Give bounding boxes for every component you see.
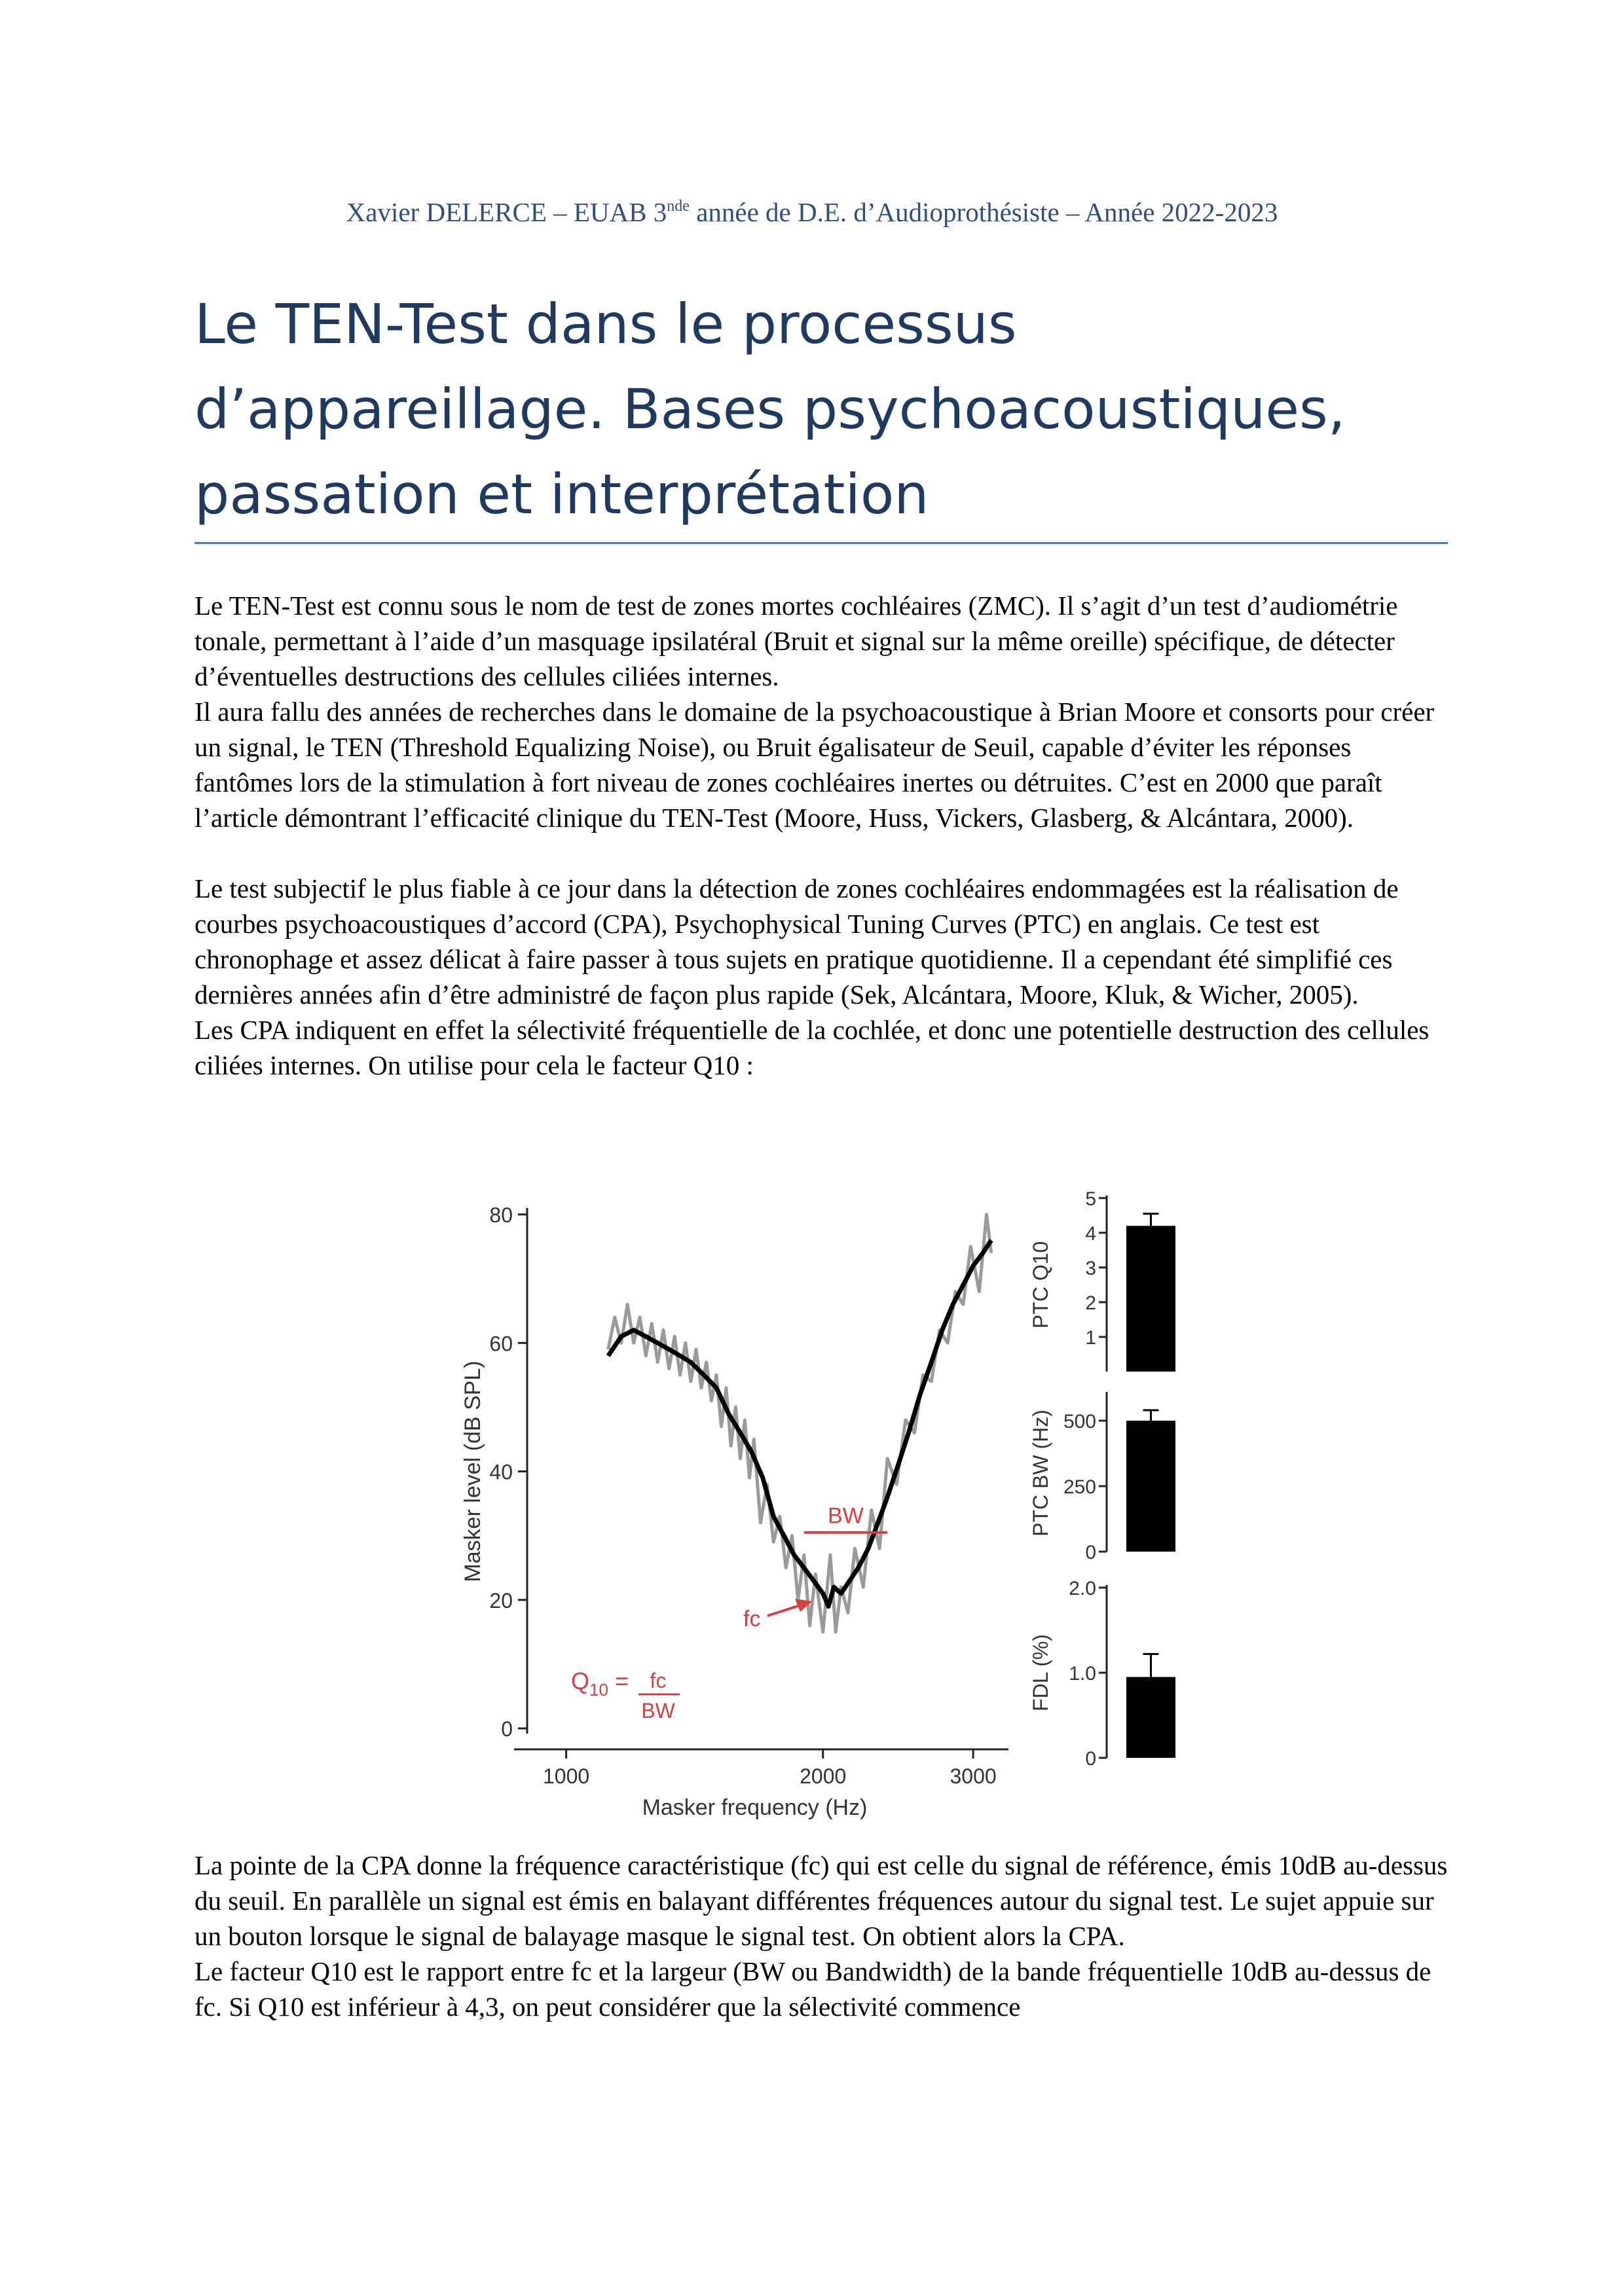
title-line-1: Le TEN-Test dans le processus <box>194 292 1017 356</box>
mean-tuning-curve <box>608 1240 991 1606</box>
title-line-2: d’appareillage. Bases psychoacoustiques, <box>194 377 1346 441</box>
bar-y-tick-label: 250 <box>1063 1476 1096 1498</box>
y-axis-title: Masker level (dB SPL) <box>460 1360 485 1582</box>
bar-y-tick-label: 4 <box>1085 1223 1096 1245</box>
paragraph-q10-intro: Les CPA indiquent en effet la sélectivité fréquentielle de la cochlée, et donc une potentielle destruction des cellules ciliées internes. On utilise pour cela le facteur Q10 : <box>194 1015 1430 1080</box>
x-axis-title: Masker frequency (Hz) <box>642 1795 868 1820</box>
paragraph-q10-definition: Le facteur Q10 est le rapport entre fc et la largeur (BW ou Bandwidth) de la bande fréquentielle 10dB au-dessus de fc. Si Q10 est inférieur à 4,3, on peut considérer que la sélectivité commence <box>194 1956 1431 2022</box>
bar <box>1126 1421 1175 1552</box>
bar-y-tick-label: 1.0 <box>1069 1663 1096 1685</box>
bandwidth-label: BW <box>828 1503 864 1529</box>
q10-formula-label <box>571 1667 629 1700</box>
bar-y-tick-label: 2.0 <box>1069 1578 1096 1599</box>
fc-arrow-shaft <box>767 1605 800 1616</box>
y-tick-label: 20 <box>489 1588 513 1613</box>
x-tick-label: 3000 <box>950 1764 997 1788</box>
bar-y-tick-label: 5 <box>1085 1188 1096 1210</box>
ptc-bar-charts <box>1029 1188 1175 1770</box>
paragraph-intro: Le TEN-Test est connu sous le nom de test de zones mortes cochléaires (ZMC). Il s’agit d’un test d’audiométrie tonale, permettant à l’aide d’un masquage ipsilatéral (Bruit et signal sur la même oreille) spécifique, de détecter d’éventuelles destructions des cellules ciliées internes. <box>194 591 1398 691</box>
bar-y-tick-label: 2 <box>1085 1292 1096 1314</box>
bar-y-tick-label: 0 <box>1085 1542 1096 1563</box>
bar-y-tick-label: 1 <box>1085 1327 1096 1349</box>
header-author: Xavier DELERCE – EUAB 3 <box>346 197 667 227</box>
body-text-bottom <box>194 1848 1452 2024</box>
bar-y-axis-title: FDL (%) <box>1029 1634 1052 1711</box>
q10-q: Q <box>571 1667 590 1694</box>
paragraph-cpa: Le test subjectif le plus fiable à ce jour dans la détection de zones cochléaires endommagées est la réalisation de courbes psychoacoustiques d’accord (CPA), Psychophysical Tuning Curves (PTC) en anglais. Ce test est chronophage et assez délicat à faire passer à tous sujets en pratique quotidienne. Il a cependant été simplifié ces dernières années afin d’être administré de façon plus rapide (Sek, Alcántara, Moore, Kluk, & Wicher, 2005). <box>194 873 1399 1010</box>
header-superscript: nde <box>667 198 690 215</box>
bar-y-tick-label: 500 <box>1063 1411 1096 1432</box>
y-tick-label: 80 <box>489 1203 513 1227</box>
paragraph-history: Il aura fallu des années de recherches dans le domaine de la psychoacoustique à Brian Moore et consorts pour créer un signal, le TEN (Threshold Equalizing Noise), ou Bruit égalisateur de Seuil, capable d’éviter les réponses fantômes lors de la stimulation à fort niveau de zones cochléaires inertes ou détruites. C’est en 2000 que paraît l’article démontrant l’efficacité clinique du TEN-Test (Moore, Huss, Vickers, Glasberg, & Alcántara, 2000). <box>194 697 1435 833</box>
bar-y-axis-title: PTC BW (Hz) <box>1029 1410 1052 1537</box>
title-line-3: passation et interprétation <box>194 462 929 526</box>
fc-label: fc <box>743 1607 761 1631</box>
q10-subscript: 10 <box>589 1680 608 1700</box>
header-course: année de D.E. d’Audioprothésiste – Année 2022-2023 <box>689 197 1278 227</box>
fraction-denominator: BW <box>641 1699 675 1722</box>
x-tick-label: 1000 <box>543 1764 590 1788</box>
y-tick-label: 40 <box>489 1460 513 1484</box>
y-tick-label: 60 <box>489 1332 513 1356</box>
q10-equals: = <box>608 1667 629 1694</box>
bar-y-axis-title: PTC Q10 <box>1029 1241 1052 1329</box>
bar <box>1126 1226 1175 1372</box>
fraction-numerator: fc <box>650 1669 667 1692</box>
raw-tuning-curve <box>608 1214 991 1632</box>
bar-y-tick-label: 3 <box>1085 1258 1096 1279</box>
bar-y-tick-label: 0 <box>1085 1748 1096 1770</box>
y-tick-label: 0 <box>501 1717 513 1741</box>
paragraph-fc: La pointe de la CPA donne la fréquence caractéristique (fc) qui est celle du signal de référence, émis 10dB au-dessus du seuil. En parallèle un signal est émis en balayant différentes fréquences autour du signal test. Le sujet appuie sur un bouton lorsque le signal de balayage masque le signal test. On obtient alors la CPA. <box>194 1850 1448 1951</box>
bar <box>1126 1677 1175 1758</box>
x-tick-label: 2000 <box>800 1764 847 1788</box>
ptc-main-chart <box>460 1203 1008 1820</box>
